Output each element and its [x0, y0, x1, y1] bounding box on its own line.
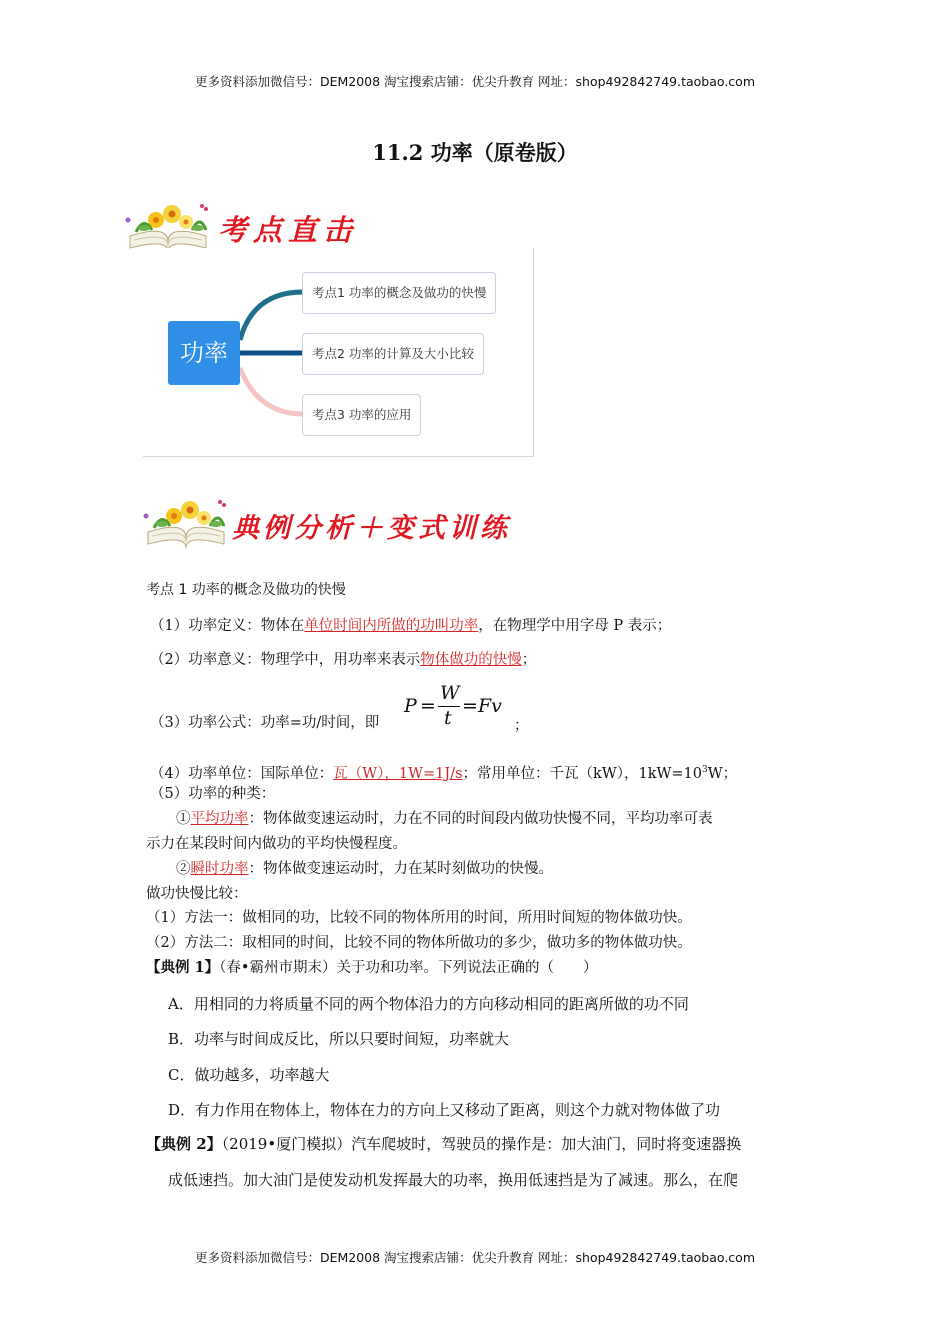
para-compare: 做功快慢比较：	[146, 886, 248, 902]
book-flower-icon	[140, 492, 232, 550]
example-2: 【典例 2】（2019•厦门模拟）汽车爬坡时，驾驶员的操作是：加大油门，同时将变速器换	[146, 1135, 742, 1153]
section-heading: 考点 1 功率的概念及做功的快慢	[146, 582, 346, 598]
mindmap-topic-3: 考点3 功率的应用	[302, 394, 421, 436]
para-formula: （3）功率公式：功率=功/时间，即	[150, 715, 380, 731]
banner-title-1: 考点直击	[218, 213, 359, 247]
para-average-power: ①平均功率：物体做变速运动时，力在不同的时间段内做功快慢不同，平均功率可表	[176, 811, 713, 827]
key-term: 平均功率	[190, 811, 249, 827]
page-title: 11.2 功率（原卷版）	[372, 140, 578, 165]
para-method-1: （1）方法一：做相同的功，比较不同的物体所用的时间，所用时间短的物体做功快。	[146, 910, 692, 926]
para-average-power-cont: 示力在某段时间内做功的平均快慢程度。	[146, 836, 407, 852]
para-method-2: （2）方法二：取相同的时间，比较不同的物体所做功的多少，做功多的物体做功快。	[146, 935, 692, 951]
mindmap-root: 功率	[168, 321, 240, 385]
banner-kaodian	[122, 196, 372, 254]
footer-note: 更多资料添加微信号：DEM2008 淘宝搜索店铺：优尖升教育 网址：shop492842749.taobao.com	[194, 1250, 756, 1265]
example-1: 【典例 1】（春•霸州市期末）关于功和功率。下列说法正确的（ ）	[146, 959, 598, 976]
option-c: C．做功越多，功率越大	[168, 1066, 330, 1084]
formula-semicolon: ；	[514, 718, 529, 734]
example-2-cont: 成低速挡。加大油门是使发动机发挥最大的功率，换用低速挡是为了减速。那么，在爬	[168, 1171, 739, 1189]
option-a: A．用相同的力将质量不同的两个物体沿力的方向移动相同的距离所做的功不同	[168, 995, 689, 1013]
key-term: 瞬时功率	[190, 861, 249, 877]
para-instant-power: ②瞬时功率：物体做变速运动时，力在某时刻做功的快慢。	[176, 861, 553, 877]
option-d: D．有力作用在物体上，物体在力的方向上又移动了距离，则这个力就对物体做了功	[168, 1101, 721, 1119]
banner-dianli	[140, 492, 560, 550]
mindmap-topic-2: 考点2 功率的计算及大小比较	[302, 333, 484, 375]
para-types: （5）功率的种类：	[150, 786, 276, 802]
power-formula: P = W t = Fv	[404, 682, 502, 729]
para-definition: （1）功率定义：物体在单位时间内所做的功叫功率，在物理学中用字母 P 表示；	[150, 618, 672, 634]
key-term: 物体做功的快慢	[420, 652, 522, 668]
book-flower-icon	[122, 196, 214, 254]
para-units: （4）功率单位：国际单位：瓦（W），1W=1J/s；常用单位：千瓦（kW），$1kW=10^3W$；	[150, 765, 738, 782]
para-meaning: （2）功率意义：物理学中，用功率来表示物体做功的快慢；	[150, 652, 537, 668]
header-note: 更多资料添加微信号：DEM2008 淘宝搜索店铺：优尖升教育 网址：shop492842749.taobao.com	[194, 74, 756, 89]
banner-title-2: 典例分析＋变式训练	[232, 513, 511, 544]
key-term: 单位时间内所做的功叫功率	[304, 618, 479, 634]
mindmap	[143, 248, 534, 457]
option-b: B．功率与时间成反比，所以只要时间短，功率就大	[168, 1030, 510, 1048]
key-term: 瓦（W），1W=1J/s	[333, 765, 463, 782]
mindmap-topic-1: 考点1 功率的概念及做功的快慢	[302, 272, 496, 314]
